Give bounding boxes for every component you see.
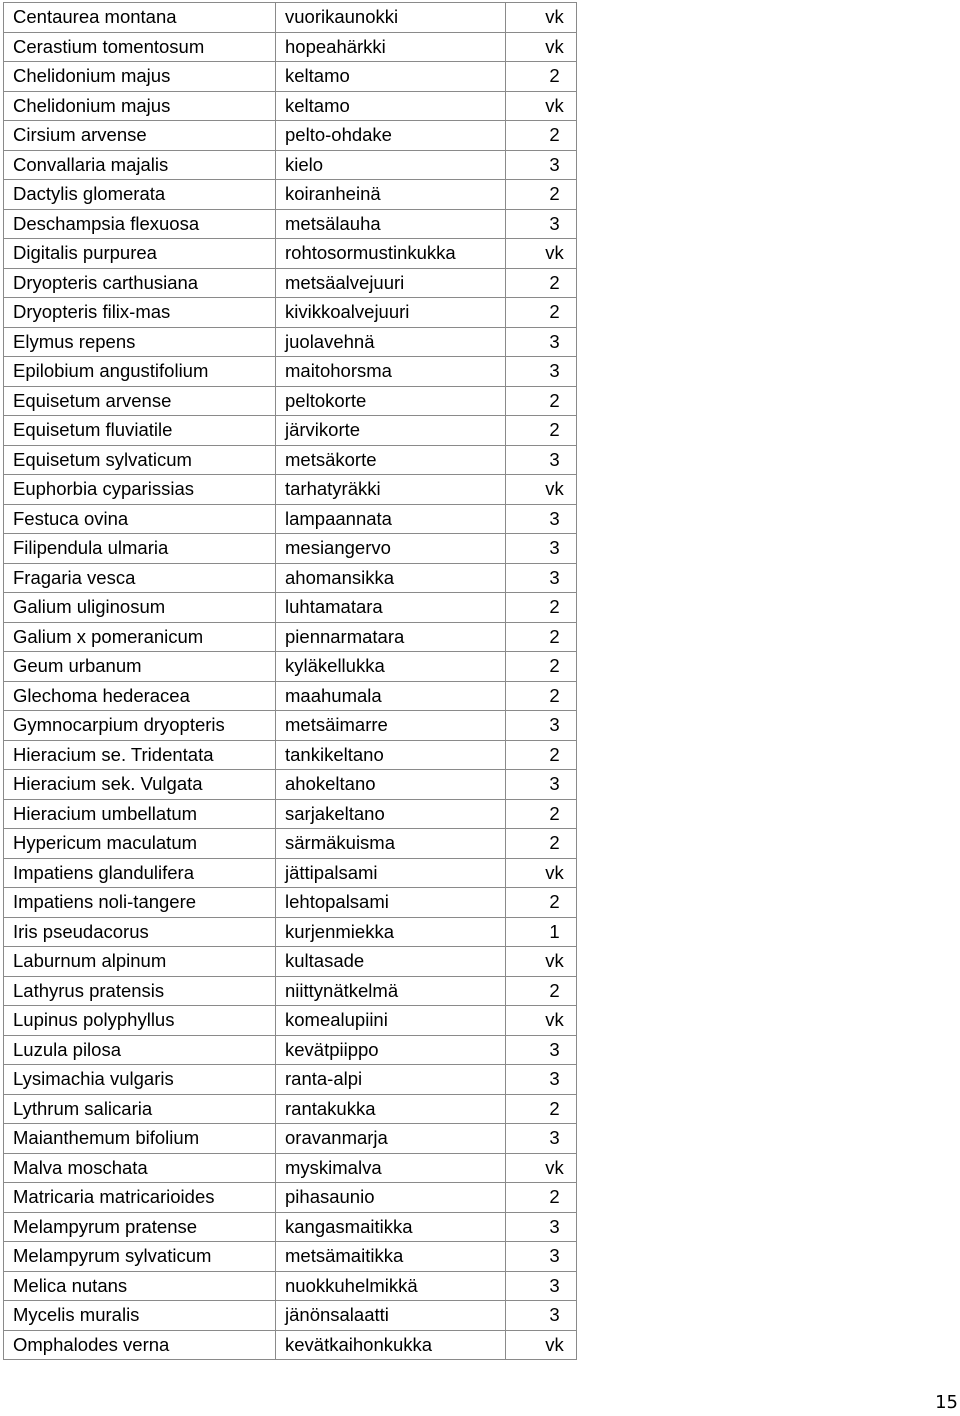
table-row: [4, 3, 577, 33]
latin-name-cell: Galium uliginosum: [4, 593, 276, 623]
class-cell: vk: [506, 1153, 577, 1183]
finnish-name-cell: kurjenmiekka: [276, 917, 506, 947]
finnish-name-cell: lehtopalsami: [276, 888, 506, 918]
finnish-name-cell: kielo: [276, 150, 506, 180]
latin-name-cell: Geum urbanum: [4, 652, 276, 682]
table-row: [4, 1124, 577, 1154]
latin-name-cell: Chelidonium majus: [4, 91, 276, 121]
class-cell: 3: [506, 1271, 577, 1301]
finnish-name-cell: särmäkuisma: [276, 829, 506, 859]
class-cell: 2: [506, 62, 577, 92]
latin-name-cell: Filipendula ulmaria: [4, 534, 276, 564]
latin-name-cell: Melampyrum pratense: [4, 1212, 276, 1242]
latin-name-cell: Matricaria matricarioides: [4, 1183, 276, 1213]
class-cell: 3: [506, 563, 577, 593]
table-row: [4, 858, 577, 888]
class-cell: 3: [506, 1301, 577, 1331]
latin-name-cell: Luzula pilosa: [4, 1035, 276, 1065]
table-row: [4, 150, 577, 180]
table-row: [4, 799, 577, 829]
latin-name-cell: Lysimachia vulgaris: [4, 1065, 276, 1095]
class-cell: 2: [506, 593, 577, 623]
latin-name-cell: Euphorbia cyparissias: [4, 475, 276, 505]
class-cell: 3: [506, 770, 577, 800]
table-row: [4, 1153, 577, 1183]
latin-name-cell: Hieracium sek. Vulgata: [4, 770, 276, 800]
finnish-name-cell: luhtamatara: [276, 593, 506, 623]
finnish-name-cell: keltamo: [276, 91, 506, 121]
finnish-name-cell: mesiangervo: [276, 534, 506, 564]
class-cell: vk: [506, 91, 577, 121]
latin-name-cell: Laburnum alpinum: [4, 947, 276, 977]
latin-name-cell: Malva moschata: [4, 1153, 276, 1183]
class-cell: 3: [506, 711, 577, 741]
class-cell: 2: [506, 1094, 577, 1124]
finnish-name-cell: niittynätkelmä: [276, 976, 506, 1006]
latin-name-cell: Maianthemum bifolium: [4, 1124, 276, 1154]
latin-name-cell: Digitalis purpurea: [4, 239, 276, 269]
finnish-name-cell: juolavehnä: [276, 327, 506, 357]
finnish-name-cell: metsäkorte: [276, 445, 506, 475]
table-row: [4, 770, 577, 800]
table-row: [4, 652, 577, 682]
class-cell: 3: [506, 534, 577, 564]
table-row: [4, 563, 577, 593]
class-cell: 2: [506, 1183, 577, 1213]
table-row: [4, 209, 577, 239]
class-cell: vk: [506, 3, 577, 33]
latin-name-cell: Glechoma hederacea: [4, 681, 276, 711]
finnish-name-cell: jänönsalaatti: [276, 1301, 506, 1331]
class-cell: 2: [506, 121, 577, 151]
table-row: [4, 91, 577, 121]
table-row: [4, 1242, 577, 1272]
table-row: [4, 711, 577, 741]
latin-name-cell: Melica nutans: [4, 1271, 276, 1301]
finnish-name-cell: metsäimarre: [276, 711, 506, 741]
latin-name-cell: Impatiens noli-tangere: [4, 888, 276, 918]
table-row: [4, 1183, 577, 1213]
finnish-name-cell: rohtosormustinkukka: [276, 239, 506, 269]
latin-name-cell: Fragaria vesca: [4, 563, 276, 593]
finnish-name-cell: piennarmatara: [276, 622, 506, 652]
table-row: [4, 1065, 577, 1095]
class-cell: 1: [506, 917, 577, 947]
latin-name-cell: Lupinus polyphyllus: [4, 1006, 276, 1036]
page-number: 15: [935, 1392, 958, 1413]
table-row: [4, 357, 577, 387]
finnish-name-cell: myskimalva: [276, 1153, 506, 1183]
latin-name-cell: Lathyrus pratensis: [4, 976, 276, 1006]
finnish-name-cell: metsälauha: [276, 209, 506, 239]
table-row: [4, 32, 577, 62]
latin-name-cell: Gymnocarpium dryopteris: [4, 711, 276, 741]
latin-name-cell: Hieracium umbellatum: [4, 799, 276, 829]
class-cell: vk: [506, 32, 577, 62]
table-row: [4, 829, 577, 859]
class-cell: 2: [506, 298, 577, 328]
table-row: [4, 268, 577, 298]
class-cell: vk: [506, 947, 577, 977]
latin-name-cell: Centaurea montana: [4, 3, 276, 33]
table-row: [4, 976, 577, 1006]
latin-name-cell: Equisetum sylvaticum: [4, 445, 276, 475]
latin-name-cell: Hypericum maculatum: [4, 829, 276, 859]
table-row: [4, 386, 577, 416]
table-row: [4, 917, 577, 947]
finnish-name-cell: tankikeltano: [276, 740, 506, 770]
class-cell: vk: [506, 1330, 577, 1360]
class-cell: 2: [506, 386, 577, 416]
finnish-name-cell: ranta-alpi: [276, 1065, 506, 1095]
table-row: [4, 740, 577, 770]
class-cell: 2: [506, 976, 577, 1006]
class-cell: 3: [506, 209, 577, 239]
finnish-name-cell: ahokeltano: [276, 770, 506, 800]
finnish-name-cell: jättipalsami: [276, 858, 506, 888]
latin-name-cell: Dactylis glomerata: [4, 180, 276, 210]
finnish-name-cell: pelto-ohdake: [276, 121, 506, 151]
finnish-name-cell: ahomansikka: [276, 563, 506, 593]
finnish-name-cell: tarhatyräkki: [276, 475, 506, 505]
finnish-name-cell: nuokkuhelmikkä: [276, 1271, 506, 1301]
table-row: [4, 1301, 577, 1331]
latin-name-cell: Galium x pomeranicum: [4, 622, 276, 652]
latin-name-cell: Deschampsia flexuosa: [4, 209, 276, 239]
finnish-name-cell: vuorikaunokki: [276, 3, 506, 33]
class-cell: 3: [506, 445, 577, 475]
finnish-name-cell: kevätpiippo: [276, 1035, 506, 1065]
class-cell: 2: [506, 888, 577, 918]
finnish-name-cell: maahumala: [276, 681, 506, 711]
class-cell: 3: [506, 1212, 577, 1242]
class-cell: vk: [506, 475, 577, 505]
finnish-name-cell: lampaannata: [276, 504, 506, 534]
class-cell: 3: [506, 327, 577, 357]
class-cell: 3: [506, 1035, 577, 1065]
class-cell: 3: [506, 357, 577, 387]
class-cell: 2: [506, 799, 577, 829]
latin-name-cell: Mycelis muralis: [4, 1301, 276, 1331]
table-row: [4, 681, 577, 711]
finnish-name-cell: järvikorte: [276, 416, 506, 446]
latin-name-cell: Iris pseudacorus: [4, 917, 276, 947]
finnish-name-cell: komealupiini: [276, 1006, 506, 1036]
table-row: [4, 888, 577, 918]
finnish-name-cell: kivikkoalvejuuri: [276, 298, 506, 328]
species-table: [3, 2, 577, 1360]
table-row: [4, 180, 577, 210]
finnish-name-cell: kangasmaitikka: [276, 1212, 506, 1242]
class-cell: 3: [506, 150, 577, 180]
latin-name-cell: Elymus repens: [4, 327, 276, 357]
latin-name-cell: Impatiens glandulifera: [4, 858, 276, 888]
latin-name-cell: Dryopteris carthusiana: [4, 268, 276, 298]
finnish-name-cell: peltokorte: [276, 386, 506, 416]
table-row: [4, 445, 577, 475]
latin-name-cell: Hieracium se. Tridentata: [4, 740, 276, 770]
table-row: [4, 1035, 577, 1065]
class-cell: 2: [506, 681, 577, 711]
table-row: [4, 62, 577, 92]
table-row: [4, 1271, 577, 1301]
class-cell: 2: [506, 416, 577, 446]
class-cell: vk: [506, 1006, 577, 1036]
latin-name-cell: Omphalodes verna: [4, 1330, 276, 1360]
class-cell: 2: [506, 740, 577, 770]
class-cell: vk: [506, 239, 577, 269]
finnish-name-cell: kyläkellukka: [276, 652, 506, 682]
table-row: [4, 298, 577, 328]
latin-name-cell: Convallaria majalis: [4, 150, 276, 180]
latin-name-cell: Equisetum arvense: [4, 386, 276, 416]
table-row: [4, 475, 577, 505]
finnish-name-cell: koiranheinä: [276, 180, 506, 210]
table-row: [4, 1006, 577, 1036]
class-cell: 3: [506, 1124, 577, 1154]
table-row: [4, 593, 577, 623]
table-row: [4, 1330, 577, 1360]
latin-name-cell: Equisetum fluviatile: [4, 416, 276, 446]
latin-name-cell: Lythrum salicaria: [4, 1094, 276, 1124]
latin-name-cell: Dryopteris filix-mas: [4, 298, 276, 328]
finnish-name-cell: metsäalvejuuri: [276, 268, 506, 298]
finnish-name-cell: metsämaitikka: [276, 1242, 506, 1272]
finnish-name-cell: pihasaunio: [276, 1183, 506, 1213]
finnish-name-cell: oravanmarja: [276, 1124, 506, 1154]
latin-name-cell: Cirsium arvense: [4, 121, 276, 151]
class-cell: 2: [506, 652, 577, 682]
latin-name-cell: Chelidonium majus: [4, 62, 276, 92]
class-cell: 2: [506, 180, 577, 210]
class-cell: 3: [506, 1065, 577, 1095]
latin-name-cell: Melampyrum sylvaticum: [4, 1242, 276, 1272]
finnish-name-cell: kultasade: [276, 947, 506, 977]
table-row: [4, 504, 577, 534]
class-cell: vk: [506, 858, 577, 888]
table-row: [4, 121, 577, 151]
table-row: [4, 947, 577, 977]
finnish-name-cell: rantakukka: [276, 1094, 506, 1124]
finnish-name-cell: kevätkaihonkukka: [276, 1330, 506, 1360]
class-cell: 2: [506, 268, 577, 298]
table-row: [4, 1212, 577, 1242]
latin-name-cell: Festuca ovina: [4, 504, 276, 534]
table-row: [4, 416, 577, 446]
latin-name-cell: Cerastium tomentosum: [4, 32, 276, 62]
table-row: [4, 622, 577, 652]
class-cell: 2: [506, 622, 577, 652]
finnish-name-cell: keltamo: [276, 62, 506, 92]
species-table-body: [4, 3, 577, 1360]
class-cell: 3: [506, 504, 577, 534]
table-row: [4, 534, 577, 564]
latin-name-cell: Epilobium angustifolium: [4, 357, 276, 387]
finnish-name-cell: sarjakeltano: [276, 799, 506, 829]
class-cell: 2: [506, 829, 577, 859]
finnish-name-cell: hopeahärkki: [276, 32, 506, 62]
class-cell: 3: [506, 1242, 577, 1272]
table-row: [4, 327, 577, 357]
finnish-name-cell: maitohorsma: [276, 357, 506, 387]
table-row: [4, 1094, 577, 1124]
table-row: [4, 239, 577, 269]
